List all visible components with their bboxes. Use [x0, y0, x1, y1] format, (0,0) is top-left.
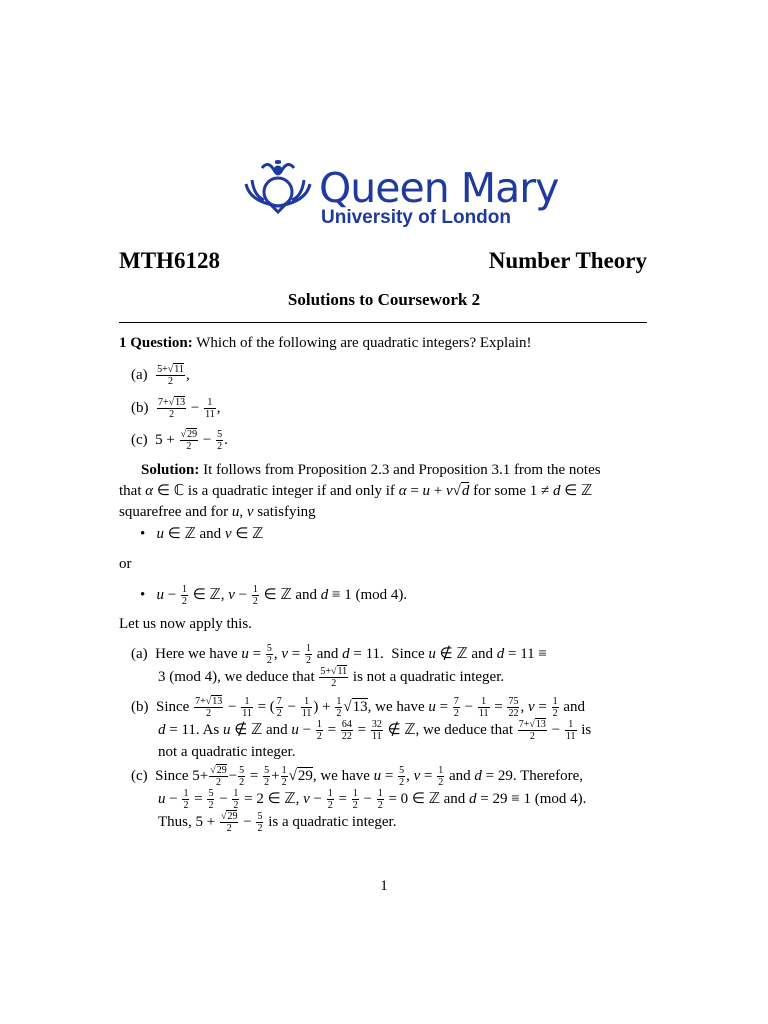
conditions-or: or — [119, 556, 132, 572]
logo-subtitle: University of London — [321, 207, 511, 228]
condition-1: • u ∈ ℤ and v ∈ ℤ — [140, 526, 264, 542]
crown-shield-crest-icon — [240, 156, 316, 216]
question-label: Question: — [130, 335, 193, 351]
logo-name: Queen Mary — [319, 164, 559, 212]
header-divider — [119, 322, 647, 323]
page-number: 1 — [380, 878, 388, 894]
course-name: Number Theory — [488, 248, 647, 273]
condition-2: • u − $\frac{1}{2}$ ∈ ℤ, v − $\frac{1}{2}$ ∈ ℤ and d ≡ 1 (mod 4). — [140, 584, 408, 607]
solution-paragraph: Solution: It follows from Proposition 2.3 and Proposition 3.1 from the notes that α ∈ ℂ is a quadratic integer if and only if α = u + v√d for some 1 ≠ d ∈ ℤ squarefree and for u, v satisfying — [119, 462, 601, 520]
solution-intro: It follows from Proposition 2.3 and Proposition 3.1 from the notes — [203, 462, 601, 478]
apply-text: Let us now apply this. — [119, 616, 252, 632]
item-b: (b) $\frac{7+√13}{2}$ − $\frac{1}{11}$ , — [131, 397, 221, 420]
item-a: (a) $\frac{5+√11}{2}$ , — [131, 364, 190, 387]
page-subtitle: Solutions to Coursework 2 — [287, 290, 481, 309]
question-text: Which of the following are quadratic integers? Explain! — [196, 335, 532, 351]
question-line — [119, 333, 647, 354]
part-a: (a) Here we have u = $\frac{5}{2}$ , v = $\frac{1}{2}$ and d = 11. Since u ∉ ℤ and d = 11 ≡ 3 (mod 4), we deduce that $\frac{5+√11}{2}$ is not a quadratic integer. — [131, 643, 547, 689]
course-code: MTH6128 — [119, 248, 220, 273]
part-c: (c) Since 5+ $\frac{√29}{2}$ − $\frac{5}{2}$ = $\frac{5}{2}$ + $\frac{1}{2}$ √29, we have u = $\frac{5}{2}$ , v = $\frac{1}{2}$ and d = 29. Therefore, u − $\frac{1}{2}$ = $\frac{5}{2}$ − $\frac{1}{2}$ = 2 ∈ ℤ, v − $\frac{1}{2}$ = $\frac{1}{2}$ − $\frac{1}{2}$ = 0 ∈ ℤ and d = 29 ≡ 1 (mod 4). Thus, 5 + $\frac{√29}{2}$ − $\frac{5}{2}$ is a quadratic integer. — [131, 765, 587, 834]
solution-label: Solution: — [141, 462, 200, 478]
item-c: (c) 5 + $\frac{√29}{2}$ − $\frac{5}{2}$ . — [131, 429, 228, 452]
part-b: (b) Since $\frac{7+√13}{2}$ − $\frac{1}{11}$ = ( $\frac{7}{2}$ − $\frac{1}{11}$ ) + $\frac{1}{2}$ √13, we have u = $\frac{7}{2}$ − $\frac{1}{11}$ = $\frac{75}{22}$ , v = $\frac{1}{2}$ and d = 11. As u ∉ ℤ and u − $\frac{1}{2}$ = $\frac{64}{22}$ = $\frac{32}{11}$ ∉ ℤ, we deduce that $\frac{7+√13}{2}$ − $\frac{1}{11}$ is not a quadratic integer. — [131, 696, 592, 760]
question-number: 1 — [119, 335, 127, 351]
